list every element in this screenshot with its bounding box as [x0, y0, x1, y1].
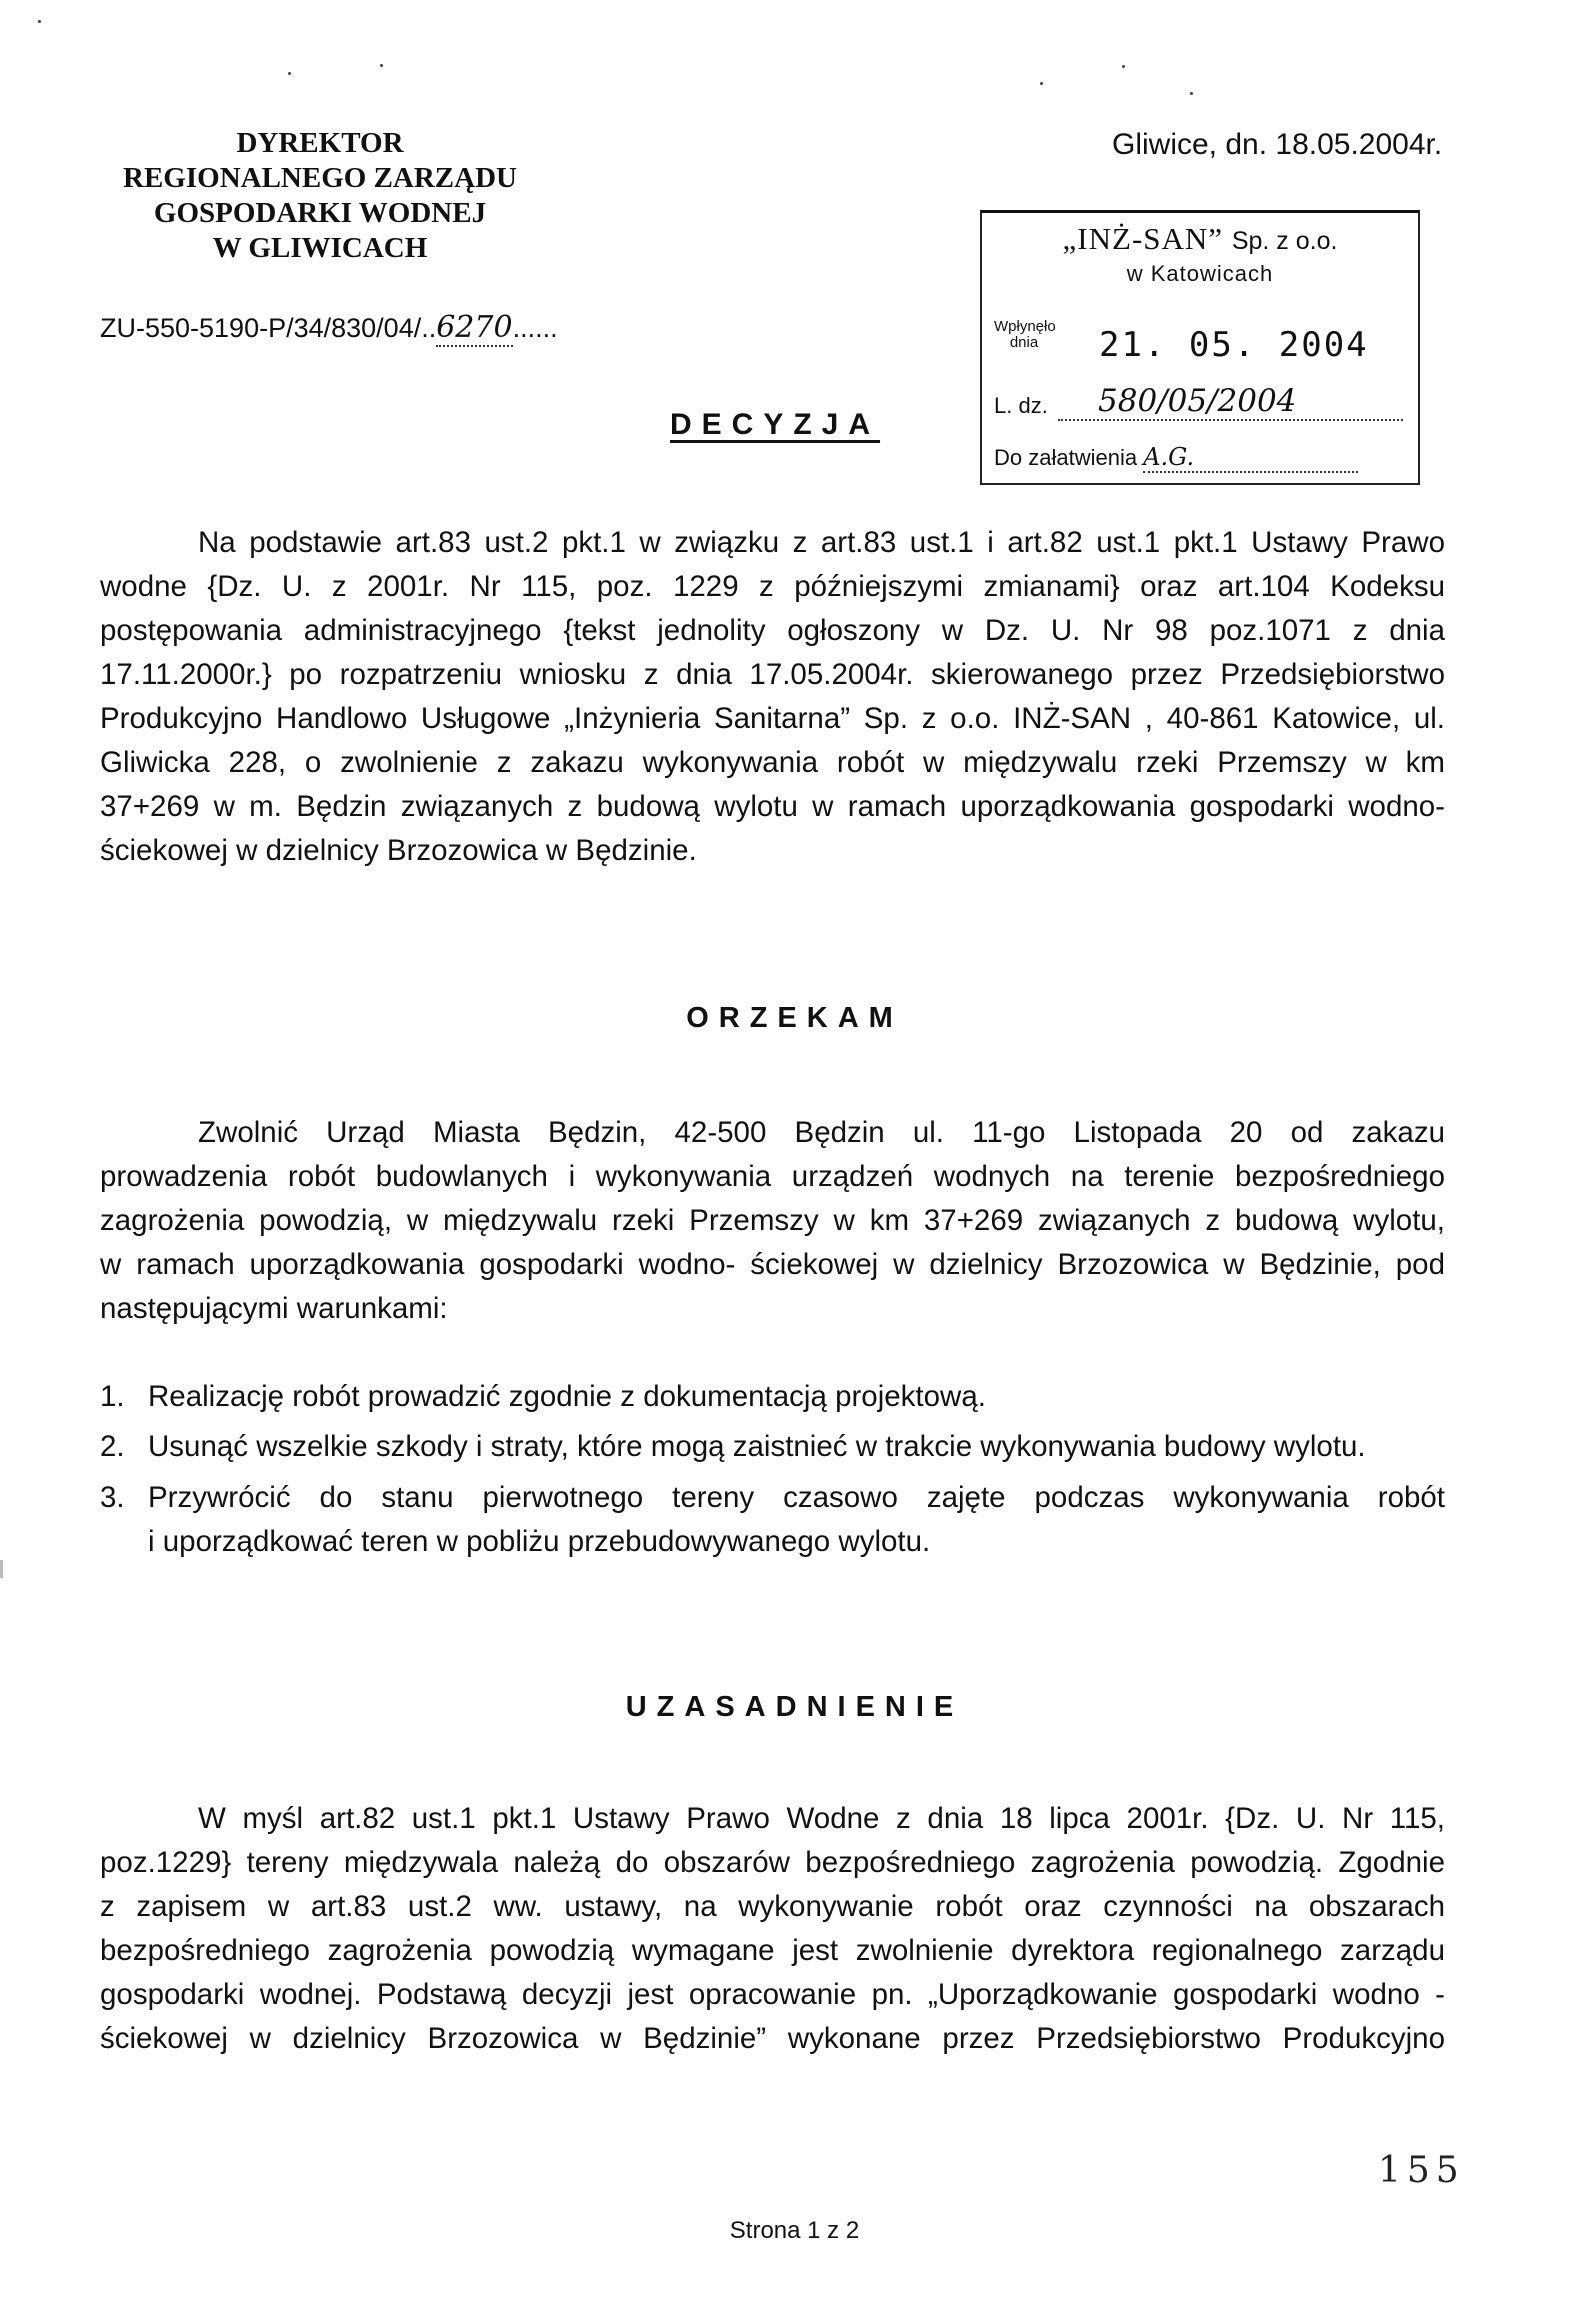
paragraph-line: Zwolnić Urząd Miasta Będzin, 42-500 Będzin ul. 11-go Listopada 20 od zakazu [198, 1116, 1445, 1149]
paragraph-line: poz.1229} tereny międzywala należą do obszarów bezpośredniego zagrożenia powodzią. Zgodnie [100, 1846, 1445, 1879]
paragraph-line: postępowania administracyjnego {tekst jednolity ogłoszony w Dz. U. Nr 98 poz.1071 z dnia [100, 614, 1445, 647]
scan-speck [38, 20, 41, 23]
reference-number: ZU-550-5190-P/34/830/04/.. [100, 313, 437, 343]
paragraph-line: W myśl art.82 ust.1 pkt.1 Ustawy Prawo Wodne z dnia 18 lipca 2001r. {Dz. U. Nr 115, [198, 1802, 1445, 1835]
paragraph-line: wodne {Dz. U. z 2001r. Nr 115, poz. 1229 z późniejszymi zmianami} oraz art.104 Kodeksu [100, 570, 1445, 603]
stamp-handle-row [994, 443, 1358, 473]
issuing-authority [100, 126, 540, 266]
authority-line: GOSPODARKI WODNEJ [153, 197, 487, 229]
document-reference [100, 310, 558, 347]
paragraph-line: bezpośredniego zagrożenia powodzią wymagane jest zwolnienie dyrektora regionalnego zarządu [100, 1934, 1445, 1967]
paragraph-line: 37+269 w m. Będzin związanych z budową wylotu w ramach uporządkowania gospodarki wodno- [100, 790, 1445, 823]
stamp-received-label: Wpłynęło dnia [994, 318, 1056, 351]
stamp-handle-value: A.G. [1143, 443, 1358, 473]
paragraph-line: zagrożenia powodzią, w międzywalu rzeki Przemszy w km 37+269 związanych z budową wylotu, [100, 1204, 1445, 1237]
authority-line: REGIONALNEGO ZARZĄDU [123, 162, 517, 194]
paragraph-line: z zapisem w art.83 ust.2 ww. ustawy, na wykonywanie robót oraz czynności na obszarach [100, 1890, 1445, 1923]
scan-speck [288, 72, 291, 75]
stamp-received-date: 21. 05. 2004 [1099, 325, 1369, 365]
scan-speck [1040, 82, 1043, 85]
intro-paragraph [100, 521, 1445, 873]
page-footer: Strona 1 z 2 [729, 2217, 860, 2244]
handwritten-reference: 6270 [436, 310, 513, 345]
paragraph-line: Na podstawie art.83 ust.2 pkt.1 w związku z art.83 ust.1 i art.82 ust.1 pkt.1 Ustawy Prawo [198, 526, 1445, 559]
scan-speck [380, 64, 383, 67]
justification-paragraph [100, 1797, 1445, 2061]
stamp-city: w Katowicach [1126, 261, 1274, 286]
stamp-register-label: L. dz. [994, 393, 1048, 418]
condition-number: 1. [100, 1380, 125, 1413]
paragraph-line: Produkcyjno Handlowo Usługowe „Inżynieria Sanitarna” Sp. z o.o. INŻ-SAN , 40-861 Katowice, ul. [100, 702, 1445, 735]
paragraph-line: ściekowej w dzielnicy Brzozowica w Będzinie. [100, 834, 697, 867]
stamp-register-value: 580/05/2004 [1058, 383, 1403, 421]
stamp-company-name: „INŻ-SAN” [1062, 221, 1232, 256]
authority-line: W GLIWICACH [212, 232, 428, 264]
condition-text: Usunąć wszelkie szkody i straty, które mogą zaistnieć w trakcie wykonywania budowy wylotu. [148, 1430, 1366, 1463]
archive-page-number: 155 [1378, 2150, 1465, 2191]
stamp-handle-label: Do załatwienia [994, 445, 1138, 470]
paragraph-line: gospodarki wodnej. Podstawą decyzji jest opracowanie pn. „Uporządkowanie gospodarki wodno - [100, 1978, 1445, 2011]
paragraph-line: 17.11.2000r.} po rozpatrzeniu wniosku z dnia 17.05.2004r. skierowanego przez Przedsiębiorstwo [100, 658, 1445, 691]
paragraph-line: w ramach uporządkowania gospodarki wodno- ściekowej w dzielnicy Brzozowica w Będzinie, pod [100, 1248, 1445, 1281]
decision-title: DECYZJA [670, 408, 881, 441]
stamp-company-suffix: Sp. z o.o. [1231, 227, 1338, 255]
justification-heading: UZASADNIENIE [625, 1691, 964, 1723]
condition-text: Przywrócić do stanu pierwotnego tereny czasowo zajęte podczas wykonywania robót [148, 1481, 1445, 1514]
condition-text: i uporządkować teren w pobliżu przebudowywanego wylotu. [148, 1525, 931, 1558]
ruling-heading: ORZEKAM [686, 1002, 903, 1034]
place-and-date: Gliwice, dn. 18.05.2004r. [1112, 128, 1443, 161]
paragraph-line: prowadzenia robót budowlanych i wykonywania urządzeń wodnych na terenie bezpośredniego [100, 1160, 1445, 1193]
paragraph-line: Gliwicka 228, o zwolnienie z zakazu wykonywania robót w międzywalu rzeki Przemszy w km [100, 746, 1445, 779]
scan-edge-mark [0, 1560, 3, 1578]
paragraph-line: następującymi warunkami: [100, 1292, 448, 1325]
stamp-company [982, 221, 1418, 257]
condition-text: Realizację robót prowadzić zgodnie z dokumentacją projektową. [148, 1380, 986, 1413]
condition-number: 2. [100, 1430, 125, 1463]
condition-item [100, 1425, 1445, 1469]
paragraph-line: ściekowej w dzielnicy Brzozowica w Będzinie” wykonane przez Przedsiębiorstwo Produkcyjno [100, 2022, 1445, 2055]
scan-speck [1122, 65, 1125, 68]
condition-item [100, 1476, 1445, 1566]
reference-dots: ...... [512, 313, 558, 343]
condition-number: 3. [100, 1481, 125, 1514]
ruling-paragraph [100, 1111, 1445, 1331]
scan-speck [1190, 92, 1193, 95]
condition-item [100, 1375, 1445, 1419]
receipt-stamp [980, 210, 1420, 485]
authority-line: DYREKTOR [236, 127, 404, 159]
